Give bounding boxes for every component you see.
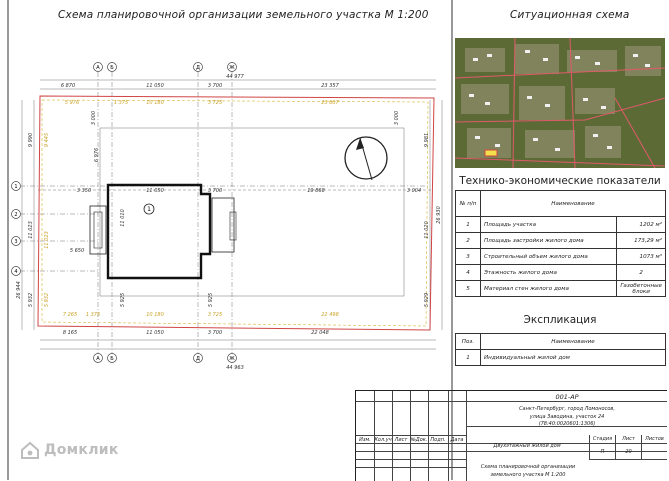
svg-text:3 004: 3 004 [406,188,422,194]
stamp-col-head: Дата [450,437,464,443]
svg-text:3 000: 3 000 [91,110,97,126]
svg-text:3 350: 3 350 [76,188,92,194]
svg-text:11 050: 11 050 [146,83,164,89]
tep-table [455,190,666,297]
table-row: 4 Этажность жилого дома 2 [456,265,666,281]
svg-text:5 925: 5 925 [120,292,126,308]
svg-text:6 976: 6 976 [94,147,100,163]
stage-value: П [600,449,605,455]
svg-text:5 650: 5 650 [69,248,85,254]
axis-label: Ж [229,65,235,71]
svg-text:22 048: 22 048 [311,330,329,336]
axis-markers-top [94,63,237,72]
svg-text:1 375: 1 375 [85,312,101,318]
svg-text:19 868: 19 868 [307,188,325,194]
svg-text:11 050: 11 050 [146,330,164,336]
table-row: 2 Площадь застройки жилого дома 173,29 м² [456,233,666,249]
svg-text:3 725: 3 725 [207,100,223,106]
svg-text:5 976: 5 976 [64,100,80,106]
axis-label: 3 [14,239,18,245]
axis-label: Д [196,65,200,71]
svg-text:9 981: 9 981 [424,132,430,148]
svg-text:3 725: 3 725 [207,312,223,318]
svg-text:10 180: 10 180 [146,100,164,106]
sheets-head: Листов [645,436,664,442]
project-code: 001-АР [555,393,579,401]
axis-label: Д [196,356,200,362]
explication-title: Экспликация [523,314,597,326]
svg-text:3 700: 3 700 [207,330,223,336]
svg-text:3 700: 3 700 [207,83,223,89]
svg-text:5 932: 5 932 [28,292,34,308]
cadastral-number: (78:40:0020601:1306) [538,421,596,427]
axis-label: 2 [14,212,18,218]
svg-text:1 375: 1 375 [113,100,129,106]
svg-text:9 990: 9 990 [28,132,34,148]
svg-text:26 944: 26 944 [16,281,22,299]
svg-text:23 807: 23 807 [321,100,339,106]
situation-map [455,38,665,168]
building-zone [100,128,404,296]
svg-text:44 977: 44 977 [226,74,244,80]
sheet-value: 20 [625,449,632,455]
drawing-name-line-1: Схема планировочной организации [480,464,576,470]
explication-table: Поз. Наименование 1 Индивидуальный жилой дом [455,333,666,366]
axis-label: Ж [229,356,235,362]
svg-text:3 000: 3 000 [394,110,400,126]
table-row: 1 Площадь участка 1202 м² [456,217,666,233]
svg-text:7 265: 7 265 [62,312,78,318]
table-row: 1 Индивидуальный жилой дом [456,350,666,366]
axis-label: А [96,65,100,71]
tep-title: Технико-экономические показатели [459,175,661,187]
tep-head-num: № п/п [456,191,481,217]
sheet-head: Лист [622,436,635,442]
stamp-col-head: Лист [394,437,408,443]
address-line-1: Санкт-Петербург, город Ломоносов, [519,406,615,412]
svg-text:6 870: 6 870 [60,83,76,89]
svg-text:22 498: 22 498 [321,312,339,318]
svg-text:11 010: 11 010 [120,209,126,227]
title-block [355,390,667,481]
svg-text:44 963: 44 963 [226,365,244,371]
svg-text:8 165: 8 165 [62,330,78,336]
axis-label: А [96,356,100,362]
stamp-col-head: Подп. [430,437,446,443]
dimension-lines [20,72,442,353]
svg-text:3 700: 3 700 [207,188,223,194]
situation-scheme-title: Ситуационная схема [510,9,630,21]
svg-text:5 932: 5 932 [44,292,50,308]
stage-head: Стадия [592,436,613,442]
stamp-col-head: №Док. [410,437,428,443]
address-line-2: улица Заводина, участок 24 [529,414,605,420]
svg-text:26 930: 26 930 [436,206,442,224]
svg-text:11 020: 11 020 [424,221,430,239]
watermark-text: Домклик [44,442,119,458]
svg-text:5 929: 5 929 [424,292,430,308]
stamp-col-head: Изм. [359,437,371,443]
axis-label: Б [110,65,114,71]
svg-text:9 445: 9 445 [44,132,50,148]
axis-label: 1 [14,184,18,190]
svg-text:23 357: 23 357 [321,83,339,89]
axis-markers-left [12,182,21,276]
building-position-number: 1 [147,206,151,213]
table-row: 5 Материал стен жилого дома Газобетонные блоки [456,281,666,297]
svg-text:5 925: 5 925 [208,292,214,308]
svg-text:11 023: 11 023 [44,231,50,249]
object-name: Двухэтажный жилой дом [493,443,561,449]
plan-title: Схема планировочной организации земельного участка М 1:200 [58,9,429,21]
north-arrow-icon [345,137,387,180]
svg-text:10 180: 10 180 [146,312,164,318]
watermark [20,441,119,459]
house-logo-icon [20,441,40,459]
drawing-name-line-2: земельного участка М 1:200 [490,472,566,478]
axis-label: 4 [14,269,18,275]
stamp-col-head: Кол.уч [374,437,392,443]
svg-text:11 050: 11 050 [146,188,164,194]
svg-text:11 023: 11 023 [28,221,34,239]
axis-label: Б [110,356,114,362]
table-row: 3 Строительный объем жилого дома 1073 м³ [456,249,666,265]
tep-head-name: Наименование [481,191,666,217]
axis-markers-bottom [94,354,237,363]
